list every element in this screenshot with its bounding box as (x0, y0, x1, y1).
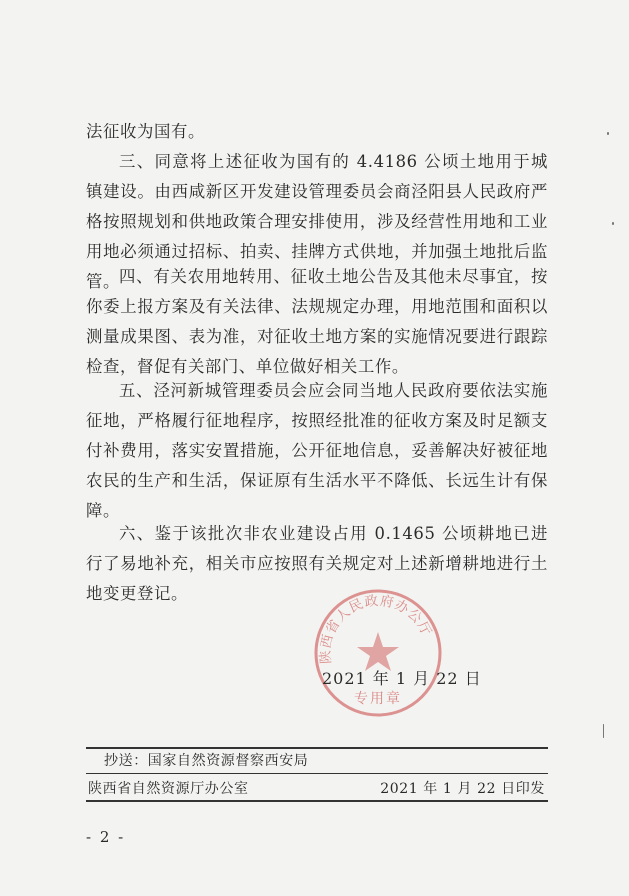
official-seal-icon (312, 587, 444, 719)
paragraph-item-5: 五、泾河新城管理委员会应会同当地人民政府要依法实施征地，严格履行征地程序，按照经批准的征收方案及时足额支付补费用，落实安置措施，公开征地信息，妥善解决好被征地农民的生产和生活，保证原有生活水平不降低、长远生计有保障。 (86, 381, 548, 520)
signature-date: 2021 年 1 月 22 日 (322, 669, 482, 688)
footer-divider-bottom (86, 800, 548, 802)
paragraph-continuation: 法征收为国有。 (86, 122, 205, 141)
scan-speck (607, 132, 609, 135)
footer-divider-middle (86, 773, 548, 774)
issuing-office: 陕西省自然资源厅办公室 (88, 781, 249, 797)
print-date: 2021 年 1 月 22 日印发 (380, 781, 545, 797)
seal-bottom-text: 专用章 (354, 691, 402, 707)
footer-divider-top (86, 747, 548, 749)
paragraph-item-4: 四、有关农用地转用、征收土地公告及其他未尽事宜，按你委上报方案及有关法律、法规规定办理，用地范围和面积以测量成果图、表为准，对征收土地方案的实施情况要进行跟踪检查，督促有关部门、单位做好相关工作。 (86, 267, 548, 376)
cc-line: 抄送：国家自然资源督察西安局 (104, 753, 309, 769)
scan-speck (612, 222, 614, 225)
seal-ring-text: 陕西省人民政府办公厅 (317, 592, 435, 665)
scan-speck (603, 724, 604, 738)
paragraph-item-3: 三、同意将上述征收为国有的 4.4186 公顷土地用于城镇建设。由西咸新区开发建设管理委员会商泾阳县人民政府严格按照规划和供地政策合理安排使用，涉及经营性用地和工业用地必须通过招标、拍卖、挂牌方式供地，并加强土地批后监管。 (86, 152, 548, 291)
paragraph-item-6: 六、鉴于该批次非农业建设占用 0.1465 公顷耕地已进行了易地补充，相关市应按照有关规定对上述新增耕地进行土地变更登记。 (86, 524, 548, 603)
page-number: - 2 - (86, 828, 126, 846)
